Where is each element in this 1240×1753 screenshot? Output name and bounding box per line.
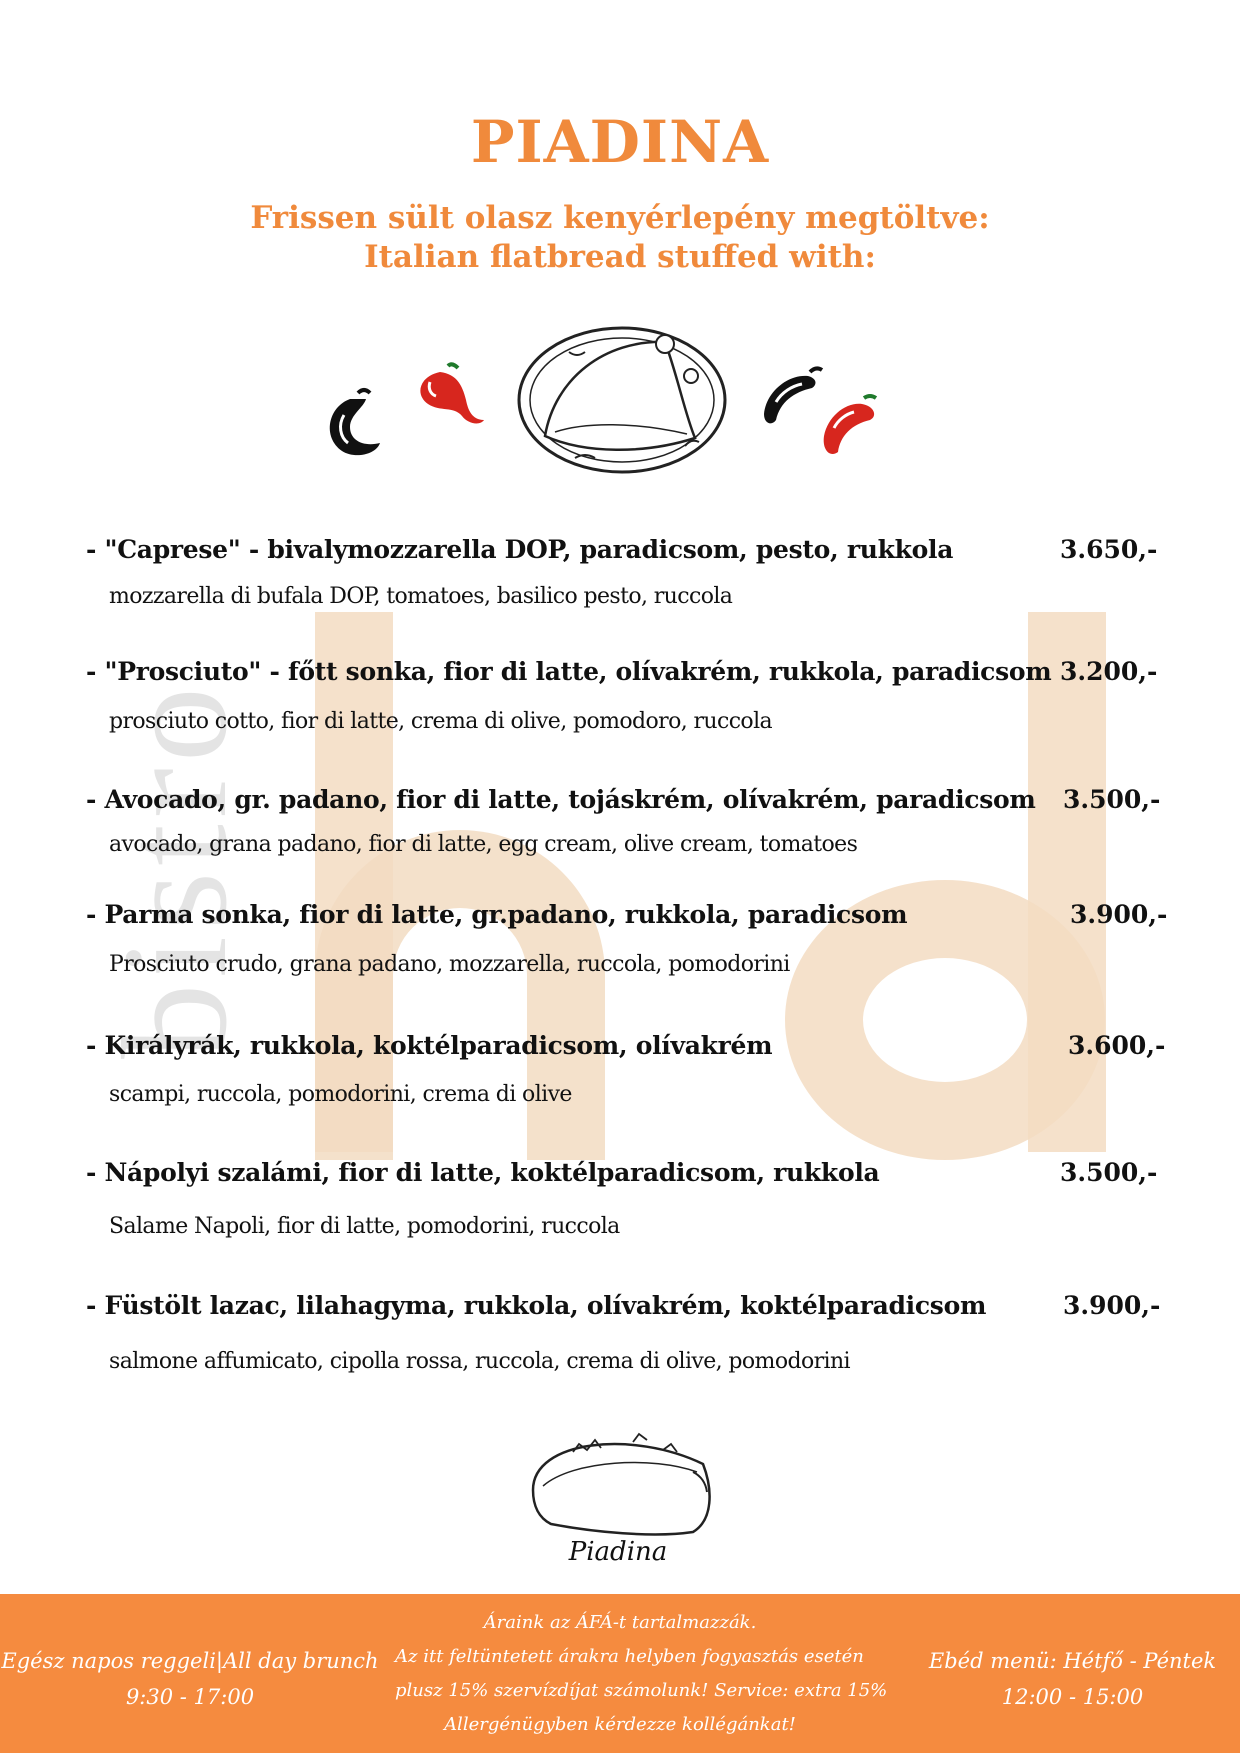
footer-notice-line: Allergénügyben kérdezze kollégánkat! xyxy=(444,1714,796,1735)
footer-brunch-label: Egész napos reggeli|All day brunch xyxy=(1,1649,379,1673)
item-price: 3.600,- xyxy=(1068,1031,1166,1060)
item-name: - "Caprese" - bivalymozzarella DOP, paradicsom, pesto, rukkola xyxy=(86,535,954,564)
watermark-d-stem xyxy=(1028,612,1106,1152)
piadina-wrap-illustration xyxy=(513,1420,723,1570)
footer-bar xyxy=(0,1594,1240,1753)
item-price: 3.500,- xyxy=(1063,785,1161,814)
footer-brunch xyxy=(0,1643,380,1715)
item-price: 3.500,- xyxy=(1060,1158,1158,1187)
black-chili-pepper-icon xyxy=(320,385,395,460)
footer-notice-line: Az itt feltüntetett árakra helyben fogyasztás esetén xyxy=(395,1646,864,1667)
item-description: Salame Napoli, fior di latte, pomodorini, ruccola xyxy=(109,1214,620,1239)
item-price: 3.650,- xyxy=(1060,535,1158,564)
watermark-h-arch xyxy=(315,830,605,1160)
item-description: Prosciuto crudo, grana padano, mozzarella, ruccola, pomodorini xyxy=(109,952,790,977)
red-chili-pepper-icon xyxy=(818,392,886,460)
item-name: - Nápolyi szalámi, fior di latte, koktélparadicsom, rukkola xyxy=(86,1158,880,1187)
item-description: avocado, grana padano, fior di latte, egg cream, olive cream, tomatoes xyxy=(109,832,858,857)
footer-lunch-hours: 12:00 - 15:00 xyxy=(1001,1685,1144,1709)
footer-notice-line: plusz 15% szervízdíjat számolunk! Service: extra 15% xyxy=(395,1680,888,1701)
item-description: mozzarella di bufala DOP, tomatoes, basilico pesto, ruccola xyxy=(109,584,733,609)
item-name: - Királyrák, rukkola, koktélparadicsom, olívakrém xyxy=(86,1031,773,1060)
footer-notice-line: Áraink az ÁFÁ-t tartalmazzák. xyxy=(483,1612,757,1633)
footer-brunch-hours: 9:30 - 17:00 xyxy=(125,1685,255,1709)
page-title: PIADINA xyxy=(470,108,770,176)
red-chili-pepper-icon xyxy=(410,360,492,432)
subtitle-hungarian: Frissen sült olasz kenyérlepény megtöltve: xyxy=(250,200,990,236)
watermark-bistro: bistro xyxy=(92,681,258,1059)
illustration-caption: Piadina xyxy=(568,1537,668,1567)
item-name: - Füstölt lazac, lilahagyma, rukkola, olívakrém, koktélparadicsom xyxy=(86,1291,987,1320)
item-description: salmone affumicato, cipolla rossa, ruccola, crema di olive, pomodorini xyxy=(109,1349,850,1374)
item-name: - Avocado, gr. padano, fior di latte, tojáskrém, olívakrém, paradicsom xyxy=(86,785,1036,814)
item-price: 3.200,- xyxy=(1060,657,1158,686)
item-price: 3.900,- xyxy=(1070,900,1168,929)
item-name: - "Prosciuto" - főtt sonka, fior di latte, olívakrém, rukkola, paradicsom xyxy=(86,657,1052,686)
subtitle-english: Italian flatbread stuffed with: xyxy=(364,239,876,275)
item-description: prosciuto cotto, fior di latte, crema di olive, pomodoro, ruccola xyxy=(109,709,773,734)
footer-lunch xyxy=(905,1643,1240,1715)
item-description: scampi, ruccola, pomodorini, crema di olive xyxy=(109,1082,572,1107)
item-price: 3.900,- xyxy=(1063,1291,1161,1320)
footer-lunch-label: Ebéd menü: Hétfő - Péntek xyxy=(928,1649,1217,1673)
item-name: - Parma sonka, fior di latte, gr.padano, rukkola, paradicsom xyxy=(86,900,908,929)
piadina-plate-illustration xyxy=(515,318,730,476)
footer-notice xyxy=(395,1606,888,1742)
